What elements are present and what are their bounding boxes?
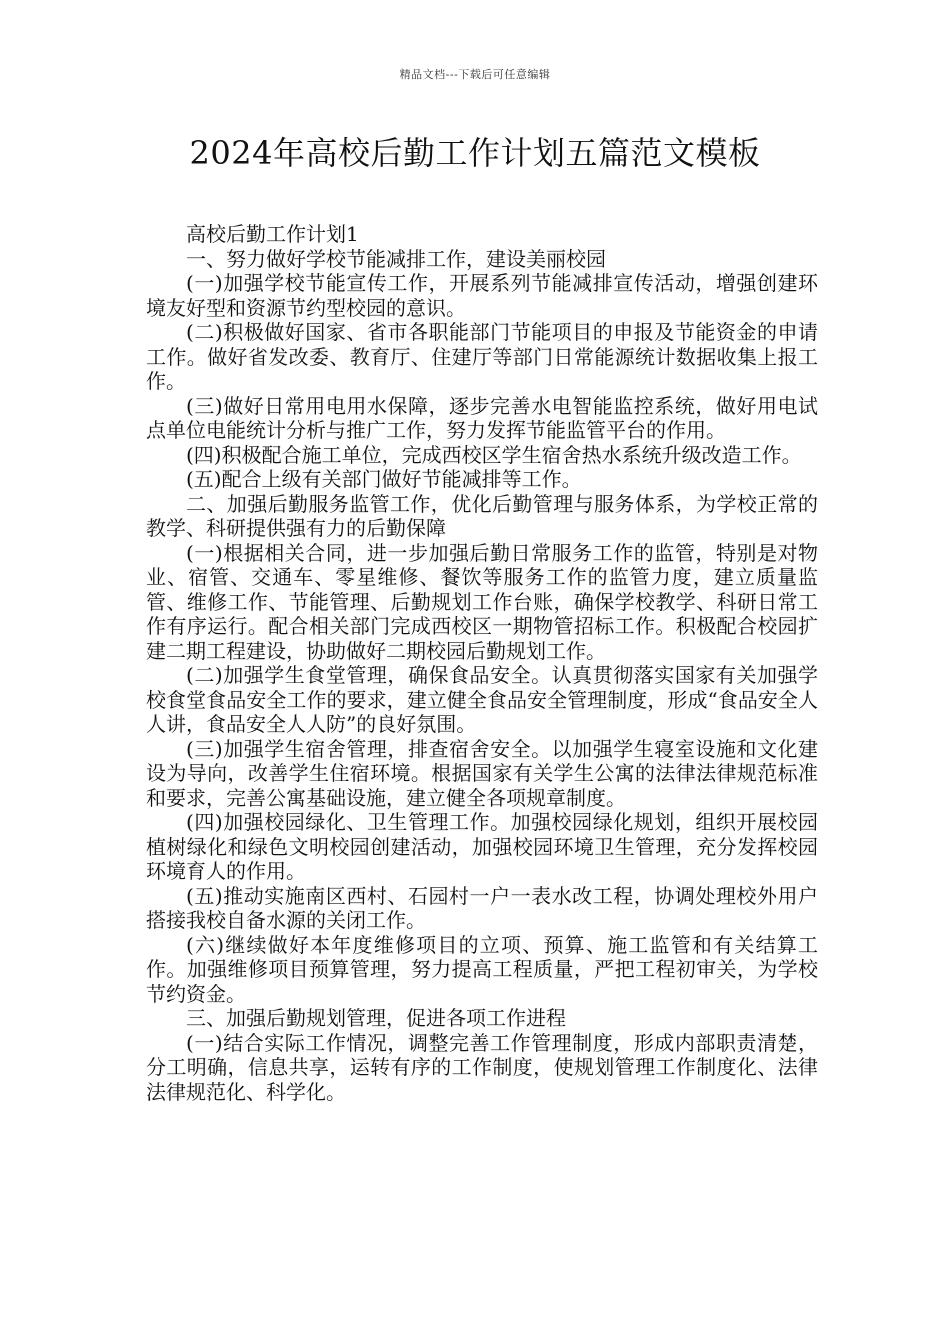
paragraph: (一)加强学校节能宣传工作，开展系列节能减排宣传活动，增强创建环境友好型和资源节约型校园的意识。 bbox=[146, 271, 818, 320]
paragraph: (五)配合上级有关部门做好节能减排等工作。 bbox=[186, 467, 582, 491]
paragraph: (三)做好日常用电用水保障，逐步完善水电智能监控系统，做好用电试点单位电能统计分析与推广工作，努力发挥节能监管平台的作用。 bbox=[146, 393, 818, 442]
document-title: 2024年高校后勤工作计划五篇范文模板 bbox=[189, 134, 761, 172]
paragraph: (二)积极做好国家、省市各职能部门节能项目的申报及节能资金的申请工作。做好省发改委、教育厅、住建厅等部门日常能源统计数据收集上报工作。 bbox=[146, 320, 818, 393]
paragraph: (一)根据相关合同，进一步加强后勤日常服务工作的监管，特别是对物业、宿管、交通车、零星维修、餐饮等服务工作的监管力度，建立质量监管、维修工作、节能管理、后勤规划工作台账，确保学校教学、科研日常工作有序运行。配合相关部门完成西校区一期物管招标工作。积极配合校园扩建二期工程建设，协助做好二期校园后勤规划工作。 bbox=[146, 540, 818, 663]
paragraph: (三)加强学生宿舍管理，排查宿舍安全。以加强学生寝室设施和文化建设为导向，改善学生住宿环境。根据国家有关学生公寓的法律法律规范标准和要求，完善公寓基础设施，建立健全各项规章制度。 bbox=[146, 736, 818, 810]
paragraph: (二)加强学生食堂管理，确保食品安全。认真贯彻落实国家有关加强学校食堂食品安全工作的要求，建立健全食品安全管理制度，形成“食品安全人人讲，食品安全人人防”的良好氛围。 bbox=[146, 663, 818, 736]
paragraph: (五)推动实施南区西村、石园村一户一表水改工程，协调处理校外用户搭接我校自备水源的关闭工作。 bbox=[146, 883, 818, 932]
page-header: 精品文档---下载后可任意编辑 bbox=[399, 68, 551, 81]
paragraph: 高校后勤工作计划1 bbox=[186, 222, 359, 246]
paragraph: (六)继续做好本年度维修项目的立项、预算、施工监管和有关结算工作。加强维修项目预算管理，努力提高工程质量，严把工程初审关，为学校节约资金。 bbox=[146, 932, 818, 1006]
paragraph: (一)结合实际工作情况，调整完善工作管理制度，形成内部职责清楚，分工明确，信息共享，运转有序的工作制度，使规划管理工作制度化、法律法律规范化、科学化。 bbox=[146, 1030, 818, 1104]
paragraph: (四)加强校园绿化、卫生管理工作。加强校园绿化规划，组织开展校园植树绿化和绿色文明校园创建活动，加强校园环境卫生管理，充分发挥校园环境育人的作用。 bbox=[146, 810, 818, 883]
paragraph: 三、加强后勤规划管理，促进各项工作进程 bbox=[186, 1006, 566, 1030]
paragraph: 一、努力做好学校节能减排工作，建设美丽校园 bbox=[186, 246, 606, 271]
paragraph: (四)积极配合施工单位，完成西校区学生宿舍热水系统升级改造工作。 bbox=[186, 442, 802, 467]
document-body bbox=[146, 222, 818, 1104]
paragraph: 二、加强后勤服务监管工作，优化后勤管理与服务体系，为学校正常的教学、科研提供强有力的后勤保障 bbox=[146, 491, 818, 540]
